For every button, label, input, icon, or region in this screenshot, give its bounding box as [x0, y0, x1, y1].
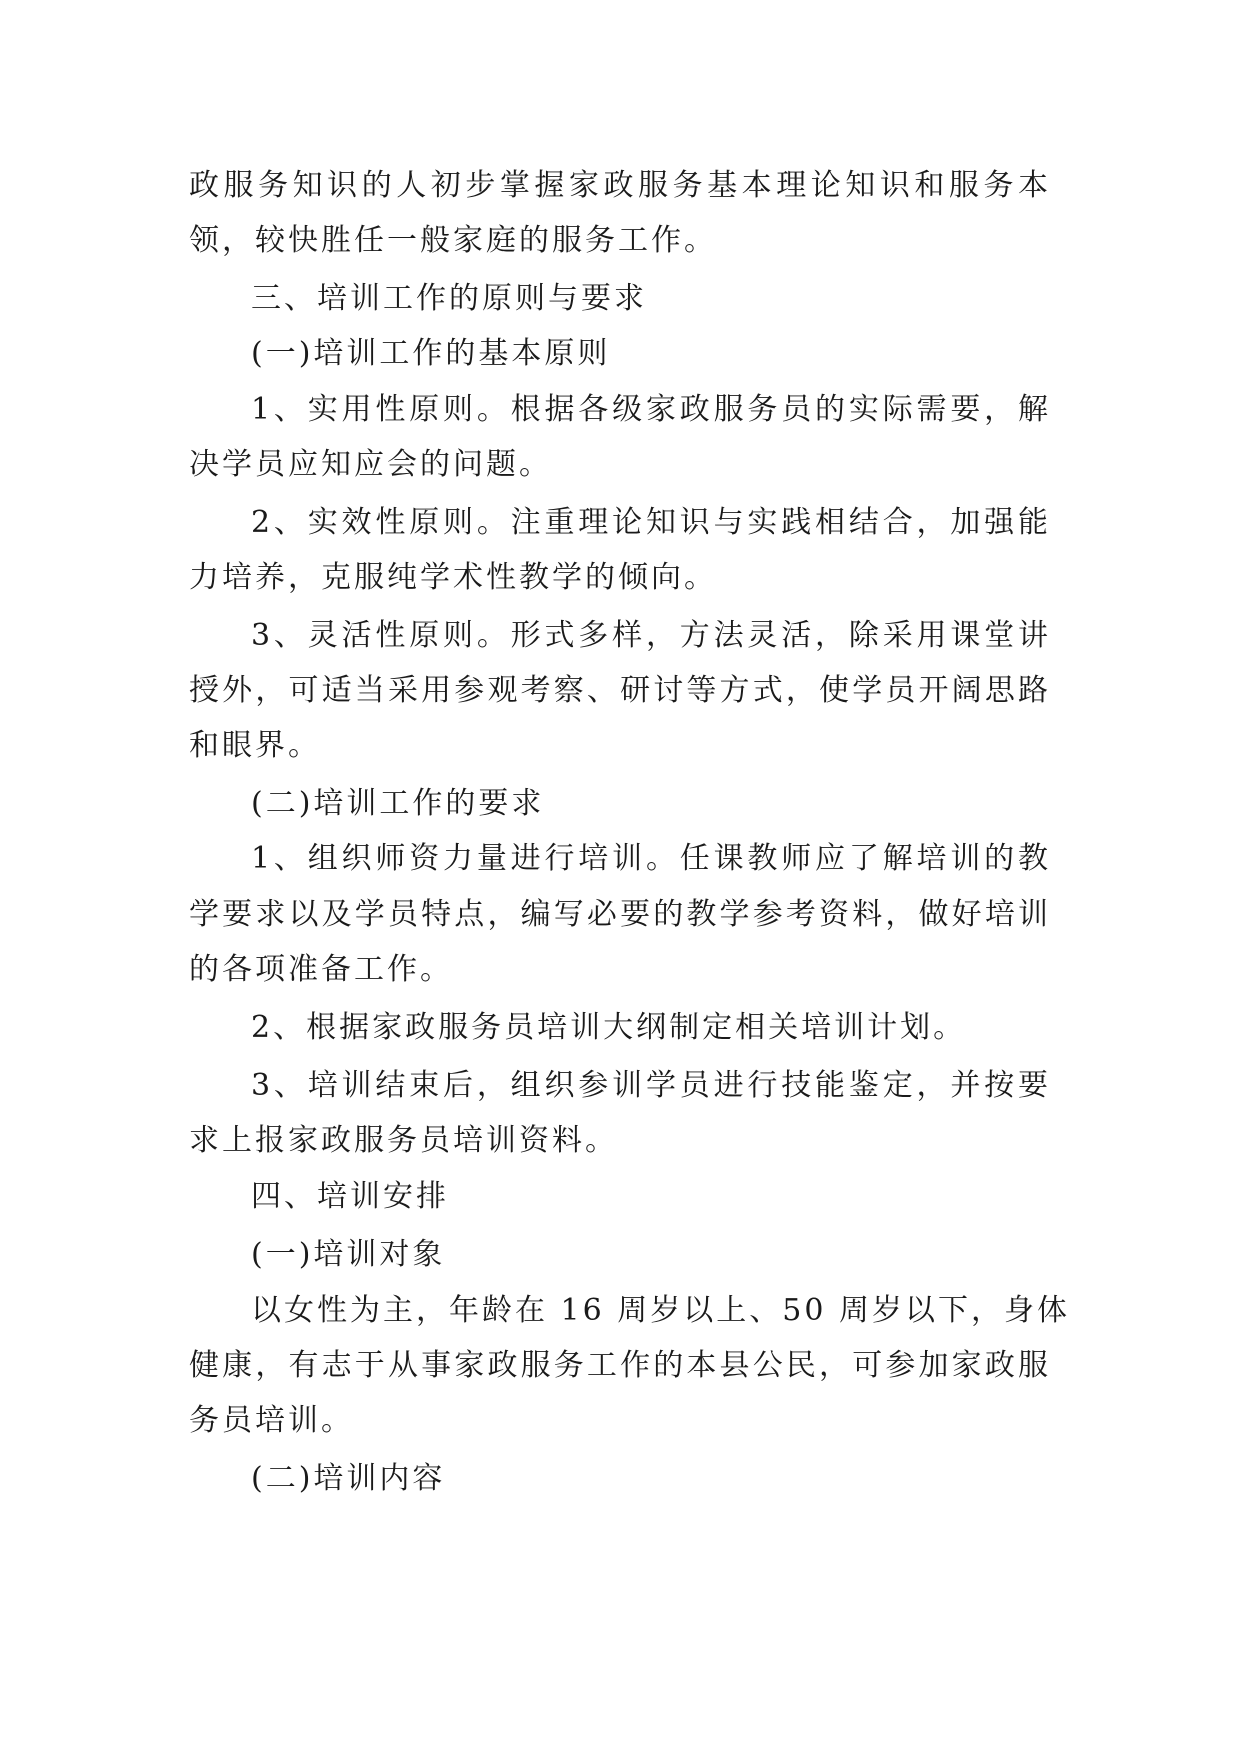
- document-line: 3、培训结束后，组织参训学员进行技能鉴定，并按要: [251, 1068, 1051, 1103]
- document-line: 2、实效性原则。注重理论知识与实践相结合，加强能: [251, 505, 1051, 540]
- document-body: [189, 156, 1070, 1496]
- document-line: 3、灵活性原则。形式多样，方法灵活，除采用课堂讲: [251, 618, 1051, 653]
- document-line: 授外，可适当采用参观考察、研讨等方式，使学员开阔思路: [189, 673, 1051, 708]
- document-line: 健康，有志于从事家政服务工作的本县公民，可参加家政服: [189, 1348, 1051, 1383]
- document-line: 力培养，克服纯学术性教学的倾向。: [189, 560, 717, 595]
- document-line: 1、实用性原则。根据各级家政服务员的实际需要，解: [251, 392, 1051, 427]
- document-line: (一)培训工作的基本原则: [251, 336, 611, 371]
- document-line: 政服务知识的人初步掌握家政服务基本理论知识和服务本: [189, 168, 1051, 203]
- document-line: 1、组织师资力量进行培训。任课教师应了解培训的教: [251, 841, 1051, 876]
- document-line: 四、培训安排: [251, 1179, 449, 1214]
- document-line: (二)培训工作的要求: [251, 786, 545, 821]
- document-line: (二)培训内容: [251, 1461, 446, 1496]
- document-line: 和眼界。: [189, 728, 321, 763]
- document-line: 学要求以及学员特点，编写必要的教学参考资料，做好培训: [189, 897, 1051, 932]
- document-line: 领，较快胜任一般家庭的服务工作。: [189, 223, 717, 258]
- document-line: 三、培训工作的原则与要求: [251, 281, 647, 316]
- document-line: 务员培训。: [189, 1403, 354, 1438]
- document-line: 以女性为主，年龄在 16 周岁以上、50 周岁以下，身体: [251, 1293, 1070, 1328]
- document-line: 的各项准备工作。: [189, 952, 453, 987]
- document-line: 求上报家政服务员培训资料。: [189, 1123, 618, 1158]
- document-line: 2、根据家政服务员培训大纲制定相关培训计划。: [251, 1010, 967, 1045]
- document-line: (一)培训对象: [251, 1237, 446, 1272]
- document-line: 决学员应知应会的问题。: [189, 447, 552, 482]
